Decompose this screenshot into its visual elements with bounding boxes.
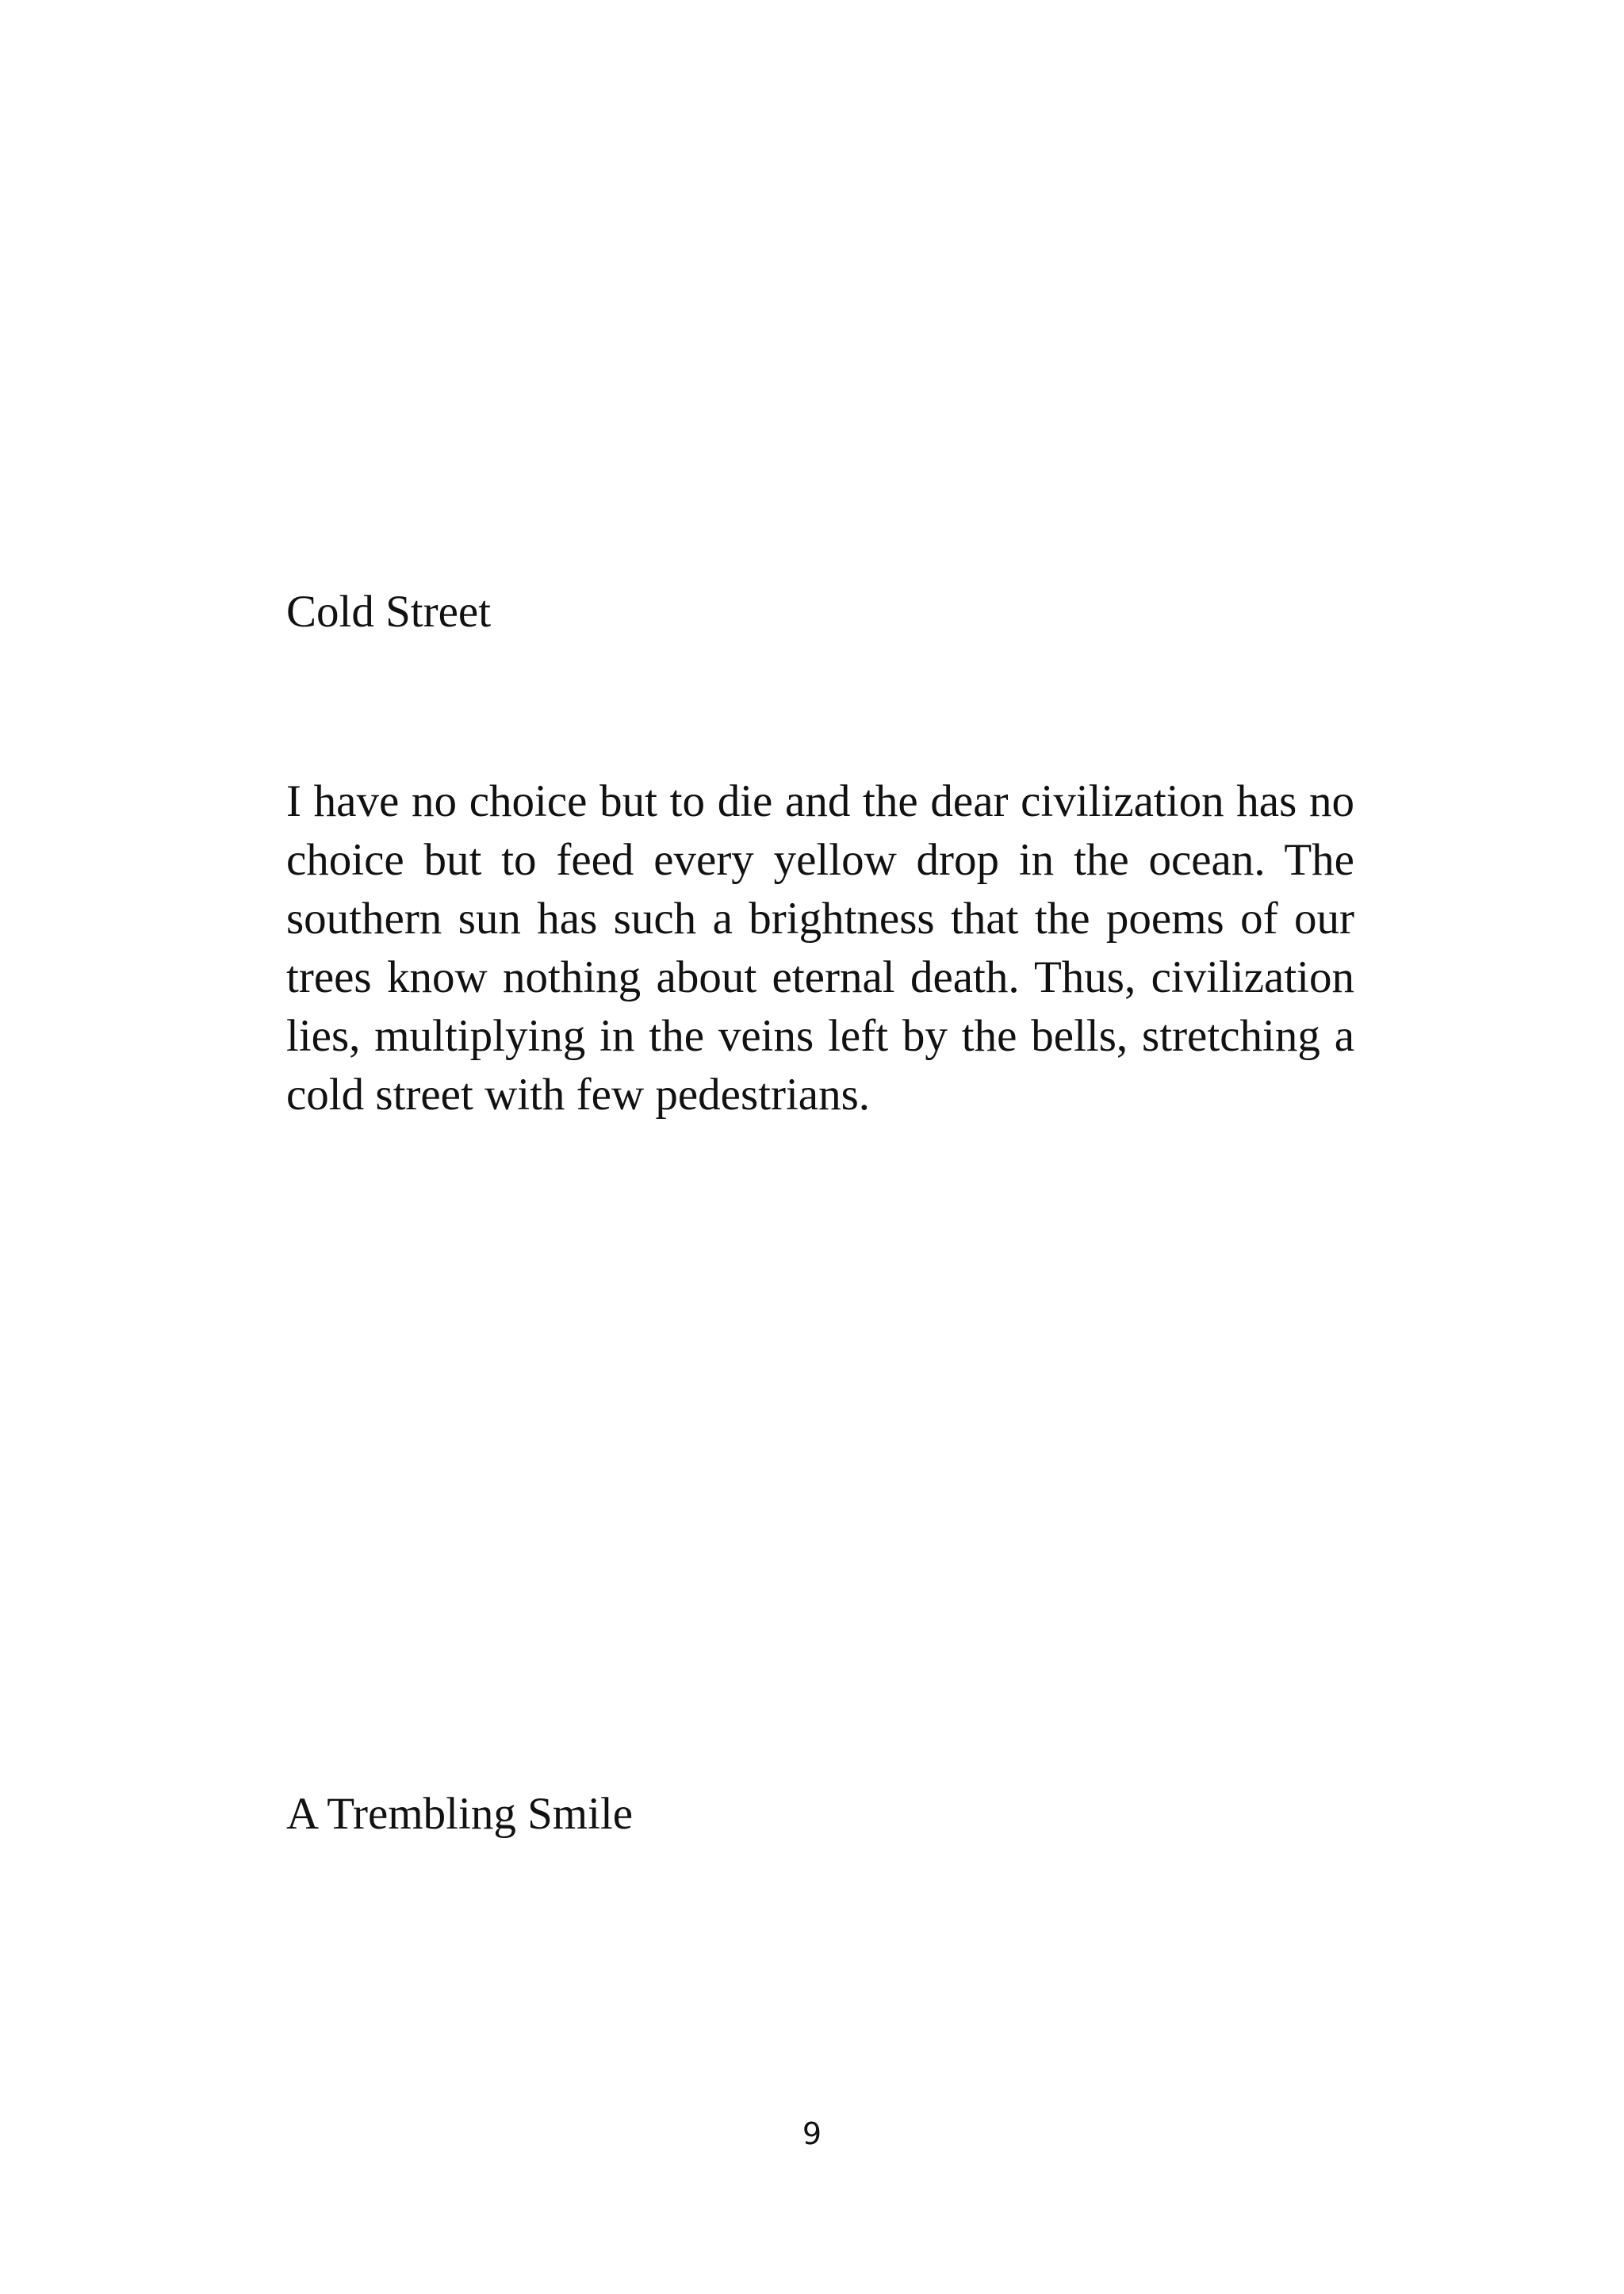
page-number: 9 bbox=[802, 2116, 822, 2151]
poem-body-cold-street: I have no choice but to die and the dear civilization has no choice but to feed every yellow drop in the ocean. The southern sun has such a brightness that the poems of our trees know nothing about eternal death. Thus, civilization lies, multiplying in the veins left by the bells, stretching a cold street with few pedestrians. bbox=[286, 776, 1354, 1120]
poem-title-cold-street: Cold Street bbox=[286, 587, 492, 637]
poem-title-a-trembling-smile: A Trembling Smile bbox=[286, 1789, 634, 1839]
